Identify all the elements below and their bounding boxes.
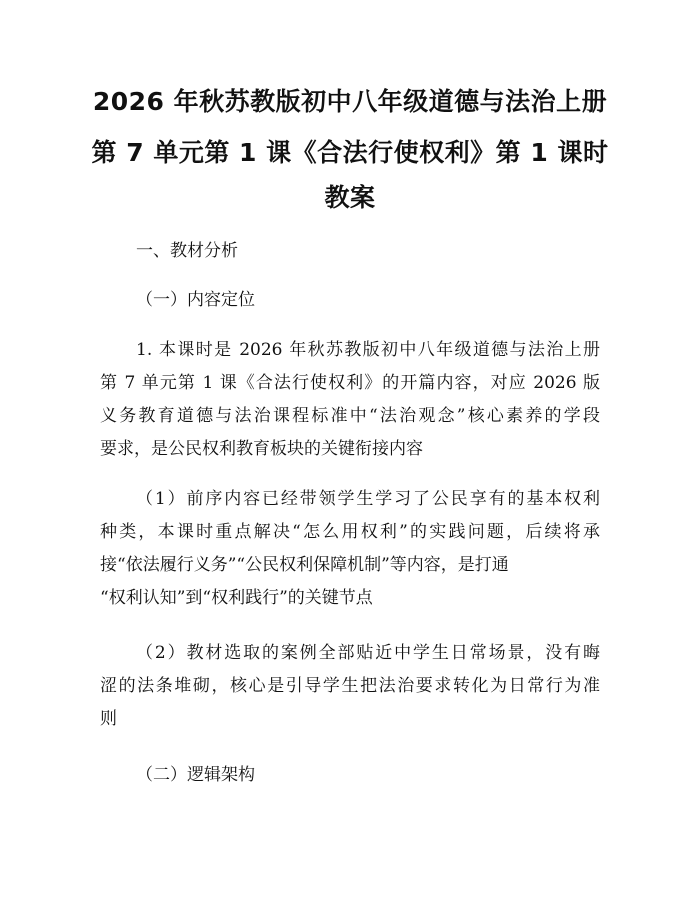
- subsection-heading-logical-structure: [100, 759, 600, 792]
- document-title-line-3: 教案: [324, 183, 376, 212]
- paragraph-line: 接“依法履行义务”“公民权利保障机制”等内容，是打通: [100, 555, 509, 575]
- paragraph-1: [100, 334, 600, 466]
- paragraph-line: 涩的法条堆砌，核心是引导学生把法治要求转化为日常行为准: [100, 676, 600, 696]
- paragraph-line: 义务教育道德与法治课程标准中“法治观念”核心素养的学段: [100, 406, 600, 426]
- document-title-line-1: 2026 年秋苏教版初中八年级道德与法治上册: [92, 87, 608, 116]
- document-title-line-2: 第 7 单元第 1 课《合法行使权利》第 1 课时: [91, 138, 609, 167]
- paragraph-line: 1. 本课时是 2026 年秋苏教版初中八年级道德与法治上册: [136, 340, 600, 360]
- paragraph-line: 第 7 单元第 1 课《合法行使权利》的开篇内容，对应 2026 版: [100, 373, 600, 393]
- paragraph-2: [100, 483, 600, 615]
- paragraph-line: 要求，是公民权利教育板块的关键衔接内容: [100, 439, 423, 459]
- heading-text: 一、教材分析: [136, 241, 238, 261]
- paragraph-3: [100, 637, 600, 736]
- paragraph-line: （1）前序内容已经带领学生学习了公民享有的基本权利: [136, 489, 600, 509]
- section-heading-teaching-material-analysis: [100, 235, 600, 268]
- paragraph-line: 种类，本课时重点解决“怎么用权利”的实践问题，后续将承: [100, 522, 600, 542]
- paragraph-line: （2）教材选取的案例全部贴近中学生日常场景，没有晦: [136, 643, 600, 663]
- heading-text: （一）内容定位: [136, 290, 255, 310]
- paragraph-line: 则: [100, 709, 117, 729]
- subsection-heading-content-positioning: [100, 284, 600, 317]
- heading-text: （二）逻辑架构: [136, 765, 255, 785]
- paragraph-line: “权利认知”到“权利践行”的关键节点: [100, 588, 373, 608]
